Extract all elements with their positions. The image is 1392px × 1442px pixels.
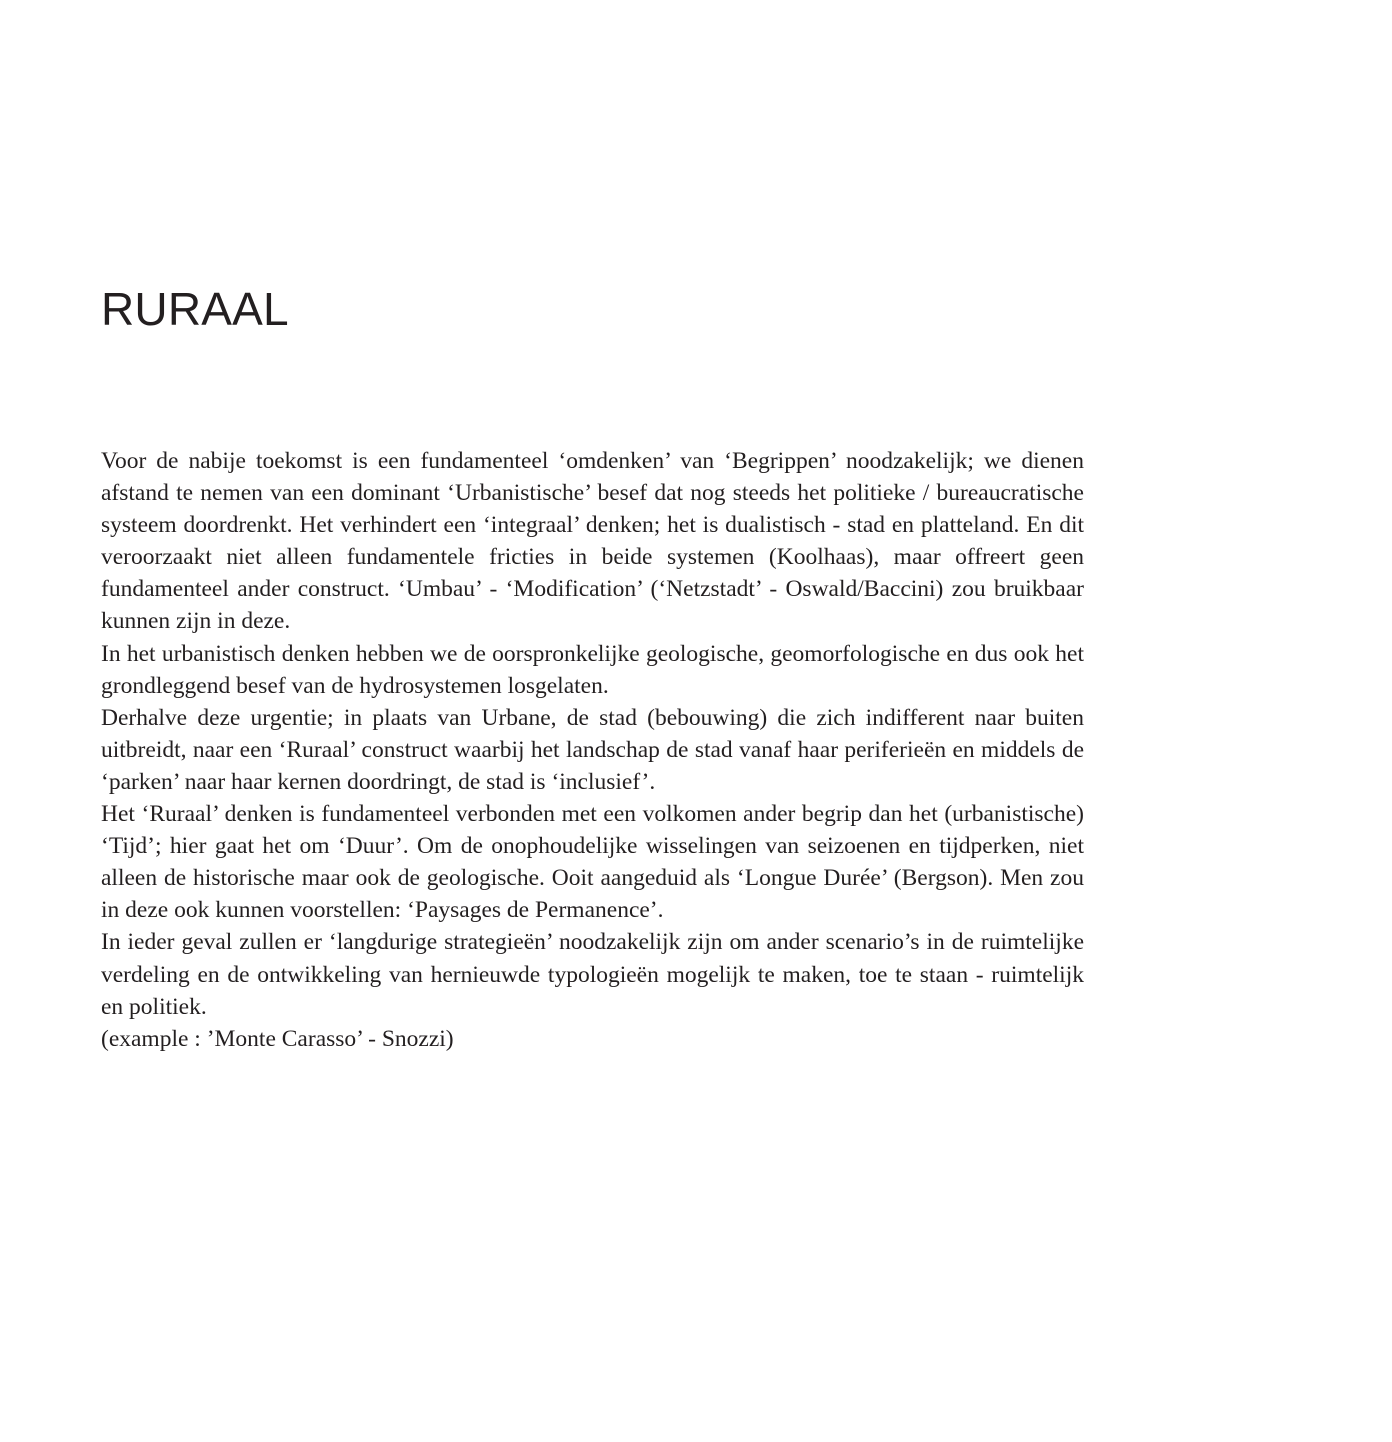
paragraph-strategieen: In ieder geval zullen er ‘langdurige strategieën’ noodzakelijk zijn om ander scenario’s in de ruimtelijke verdeling en de ontwikkeling van hernieuwde typologieën mogelijk te maken, toe te staan - ruimtelijk en politiek.: [101, 929, 1084, 1020]
paragraph-example: (example : ’Monte Carasso’ - Snozzi): [101, 1025, 454, 1052]
paragraph-ruraal-denken: Het ‘Ruraal’ denken is fundamenteel verbonden met een volkomen ander begrip dan het (urbanistische) ‘Tijd’; hier gaat het om ‘Duur’. Om de onophoudelijke wisselingen van seizoenen en tijdperken, niet alleen de historische maar ook de geologische. Ooit aangeduid als ‘Longue Durée’ (Bergson). Men zou in deze ook kunnen voorstellen: ‘Paysages de Permanence’.: [101, 801, 1084, 924]
paragraph-urbanistisch-denken: In het urbanistisch denken hebben we de oorspronkelijke geologische, geomorfologische en dus ook het grondleggend besef van de hydrosystemen losgelaten.: [101, 640, 1084, 699]
body-text: [101, 445, 1084, 1055]
paragraph-omdenken: Voor de nabije toekomst is een fundamenteel ‘omdenken’ van ‘Begrippen’ noodzakelijk; we dienen afstand te nemen van een dominant ‘Urbanistische’ besef dat nog steeds het politieke / bureaucratische systeem doordrenkt. Het verhindert een ‘integraal’ denken; het is dualistisch - stad en platteland. En dit veroorzaakt niet alleen fundamentele fricties in beide systemen (Koolhaas), maar offreert geen fundamenteel ander construct. ‘Umbau’ - ‘Modification’ (‘Netzstadt’ - Oswald/Baccini) zou bruikbaar kunnen zijn in deze.: [101, 448, 1084, 635]
page-title: RURAAL: [101, 283, 289, 335]
paragraph-urgentie: Derhalve deze urgentie; in plaats van Urbane, de stad (bebouwing) die zich indifferent naar buiten uitbreidt, naar een ‘Ruraal’ construct waarbij het landschap de stad vanaf haar periferieën en middels de ‘parken’ naar haar kernen doordringt, de stad is ‘inclusief’.: [101, 704, 1084, 795]
